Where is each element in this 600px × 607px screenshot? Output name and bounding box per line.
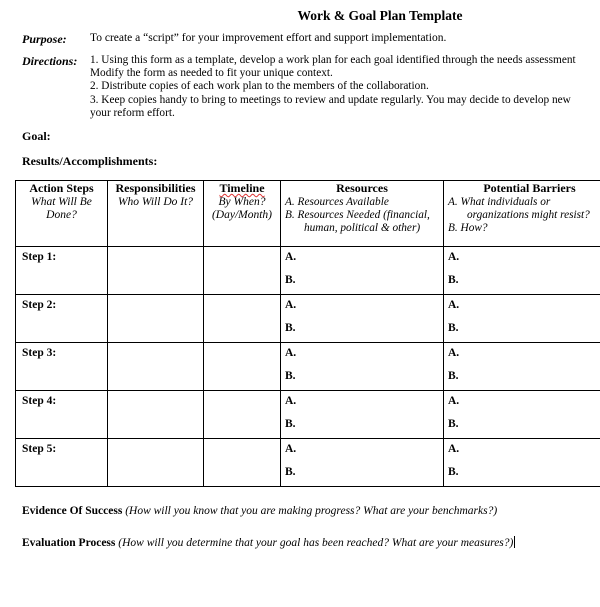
responsibilities-cell[interactable]	[108, 295, 204, 343]
header-potential-barriers	[444, 181, 600, 247]
resources-cell[interactable]	[281, 295, 444, 343]
barriers-a-label: A.	[448, 251, 460, 263]
barriers-a-label: A.	[448, 443, 460, 455]
barriers-b-label: B.	[448, 322, 459, 334]
header-resources	[281, 181, 444, 247]
step-cell[interactable]	[16, 295, 108, 343]
barriers-b-label: B.	[448, 370, 459, 382]
step-cell[interactable]	[16, 439, 108, 487]
evaluation-label: Evaluation Process	[22, 537, 116, 549]
document-title: Work & Goal Plan Template	[297, 8, 463, 23]
evidence-of-success	[22, 505, 497, 517]
resources-a-label: A.	[285, 251, 297, 263]
evaluation-process[interactable]	[22, 536, 515, 549]
resources-a-label: A.	[285, 347, 297, 359]
step-label: Step 2:	[22, 299, 57, 311]
work-plan-table	[15, 180, 600, 487]
resources-cell[interactable]	[281, 247, 444, 295]
barriers-cell[interactable]	[444, 247, 600, 295]
directions-line-2: Modify the form as needed to fit your unique context.	[90, 67, 333, 79]
table-row	[16, 439, 600, 487]
resources-b-label: B.	[285, 370, 296, 382]
header-resources-item3: human, political & other)	[304, 222, 421, 234]
barriers-cell[interactable]	[444, 343, 600, 391]
timeline-cell[interactable]	[204, 391, 281, 439]
table-row	[16, 295, 600, 343]
timeline-cell[interactable]	[204, 247, 281, 295]
purpose-label: Purpose:	[22, 32, 67, 46]
header-resources-item2: B. Resources Needed (financial,	[285, 209, 430, 221]
text-cursor	[514, 536, 515, 548]
barriers-b-label: B.	[448, 466, 459, 478]
resources-b-label: B.	[285, 466, 296, 478]
header-timeline-sub2: (Day/Month)	[211, 209, 273, 221]
resources-b-label: B.	[285, 274, 296, 286]
directions-line-5: your reform effort.	[90, 107, 175, 119]
responsibilities-cell[interactable]	[108, 439, 204, 487]
step-label: Step 4:	[22, 395, 57, 407]
step-cell[interactable]	[16, 391, 108, 439]
resources-b-label: B.	[285, 418, 296, 430]
evidence-label: Evidence Of Success	[22, 505, 123, 517]
header-action-sub2: Done?	[46, 209, 77, 221]
resources-cell[interactable]	[281, 343, 444, 391]
barriers-cell[interactable]	[444, 439, 600, 487]
header-barriers-item3: B. How?	[448, 222, 488, 234]
responsibilities-cell[interactable]	[108, 247, 204, 295]
header-action-title: Action Steps	[29, 181, 94, 195]
step-label: Step 5:	[22, 443, 57, 455]
barriers-a-label: A.	[448, 395, 460, 407]
header-timeline-sub1: By When?	[218, 196, 266, 208]
header-resources-title: Resources	[336, 181, 388, 195]
directions-line-1: 1. Using this form as a template, develop a work plan for each goal identified through the needs assessment	[90, 54, 576, 66]
resources-a-label: A.	[285, 443, 297, 455]
header-timeline	[204, 181, 281, 247]
step-cell[interactable]	[16, 247, 108, 295]
table-row	[16, 343, 600, 391]
directions-label: Directions:	[22, 54, 78, 68]
timeline-cell[interactable]	[204, 439, 281, 487]
barriers-b-label: B.	[448, 274, 459, 286]
header-responsibilities	[108, 181, 204, 247]
resources-a-label: A.	[285, 395, 297, 407]
table-row	[16, 247, 600, 295]
evidence-text: (How will you know that you are making progress? What are your benchmarks?)	[125, 505, 498, 517]
resources-cell[interactable]	[281, 439, 444, 487]
responsibilities-cell[interactable]	[108, 343, 204, 391]
header-barriers-title: Potential Barriers	[483, 181, 576, 195]
barriers-cell[interactable]	[444, 391, 600, 439]
header-responsibilities-title: Responsibilities	[115, 181, 196, 195]
barriers-a-label: A.	[448, 299, 460, 311]
goal-label: Goal:	[22, 129, 51, 143]
header-resources-item1: A. Resources Available	[285, 196, 389, 208]
evaluation-text: (How will you determine that your goal has been reached? What are your measures?)	[118, 537, 514, 549]
directions-line-3: 2. Distribute copies of each work plan to the members of the collaboration.	[90, 80, 429, 92]
barriers-a-label: A.	[448, 347, 460, 359]
header-barriers-item1: A. What individuals or	[448, 196, 551, 208]
table-row	[16, 391, 600, 439]
header-action-steps	[16, 181, 108, 247]
timeline-cell[interactable]	[204, 295, 281, 343]
directions-line-4: 3. Keep copies handy to bring to meetings to review and update regularly. You may decide to develop new	[90, 94, 571, 106]
table-header-row	[16, 181, 600, 247]
timeline-cell[interactable]	[204, 343, 281, 391]
header-action-sub1: What Will Be	[31, 196, 92, 208]
purpose-text: To create a “script” for your improvement effort and support implementation.	[90, 32, 447, 44]
responsibilities-cell[interactable]	[108, 391, 204, 439]
header-timeline-title: Timeline	[219, 181, 265, 195]
step-label: Step 1:	[22, 251, 57, 263]
step-cell[interactable]	[16, 343, 108, 391]
barriers-b-label: B.	[448, 418, 459, 430]
header-responsibilities-sub1: Who Will Do It?	[117, 196, 194, 208]
resources-cell[interactable]	[281, 391, 444, 439]
header-barriers-item2: organizations might resist?	[467, 209, 590, 221]
step-label: Step 3:	[22, 347, 57, 359]
resources-a-label: A.	[285, 299, 297, 311]
resources-b-label: B.	[285, 322, 296, 334]
results-label: Results/Accomplishments:	[22, 154, 158, 168]
barriers-cell[interactable]	[444, 295, 600, 343]
